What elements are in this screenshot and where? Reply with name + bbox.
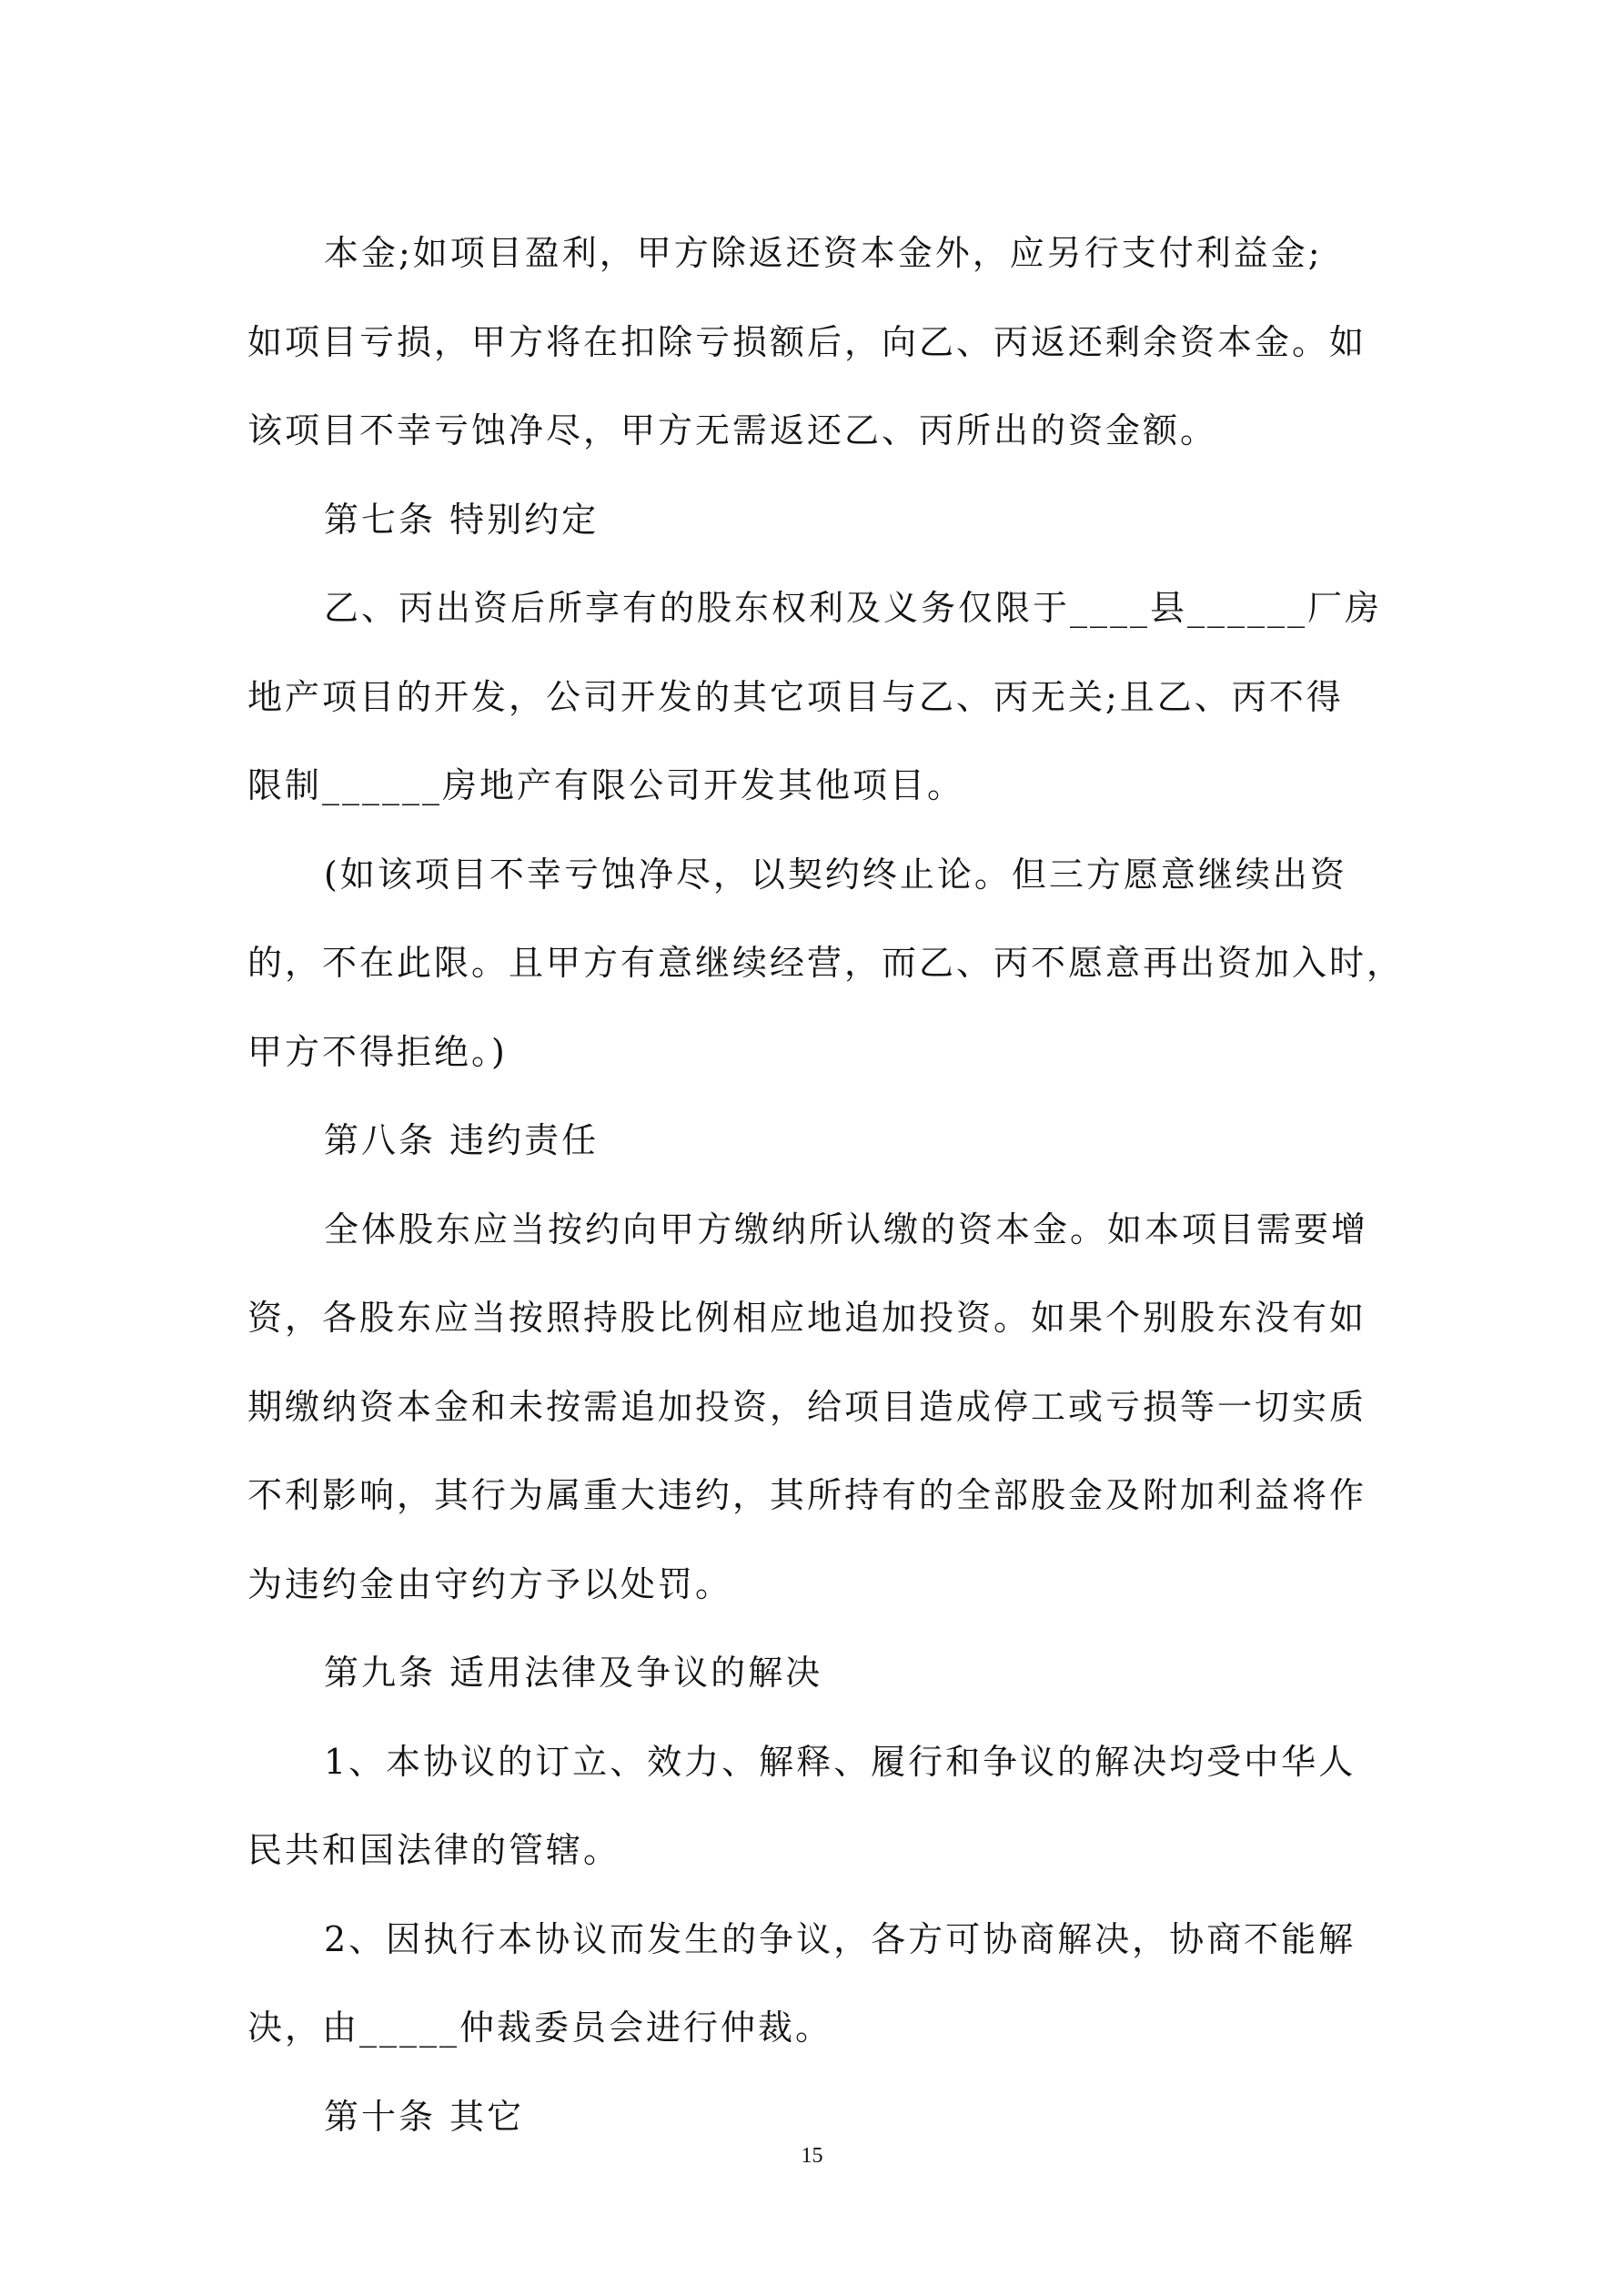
- text-line-9: 的，不在此限。且甲方有意继续经营，而乙、丙不愿意再出资加入时，: [247, 943, 1405, 983]
- text-line-5: 乙、丙出资后所享有的股东权利及义务仅限于____县______厂房: [324, 588, 1383, 628]
- page-number: 15: [801, 2144, 823, 2168]
- text-line-6: 地产项目的开发，公司开发的其它项目与乙、丙无关;且乙、丙不得: [247, 676, 1344, 717]
- text-line-21: 决，由_____仲裁委员会进行仲裁。: [247, 2008, 833, 2048]
- text-line-1: 本金;如项目盈利，甲方除返还资本金外，应另行支付利益金;: [324, 233, 1323, 273]
- article-8-heading: 第八条 违约责任: [324, 1120, 600, 1160]
- document-body: [247, 209, 1405, 2161]
- text-line-15: 不利影响，其行为属重大违约，其所持有的全部股金及附加利益将作: [247, 1475, 1367, 1515]
- text-line-18: 1、本协议的订立、效力、解释、履行和争议的解决均受中华人: [324, 1741, 1357, 1782]
- text-line-12: 全体股东应当按约向甲方缴纳所认缴的资本金。如本项目需要增: [324, 1209, 1369, 1249]
- text-line-8: (如该项目不幸亏蚀净尽，以契约终止论。但三方愿意继续出资: [324, 854, 1347, 895]
- text-line-19: 民共和国法律的管辖。: [247, 1830, 621, 1870]
- text-line-7: 限制______房地产有限公司开发其他项目。: [247, 765, 965, 805]
- text-line-10: 甲方不得拒绝。): [247, 1031, 508, 1072]
- article-7-heading: 第七条 特别约定: [324, 499, 600, 540]
- text-line-20: 2、因执行本协议而发生的争议，各方可协商解决，协商不能解: [324, 1918, 1357, 1959]
- text-line-3: 该项目不幸亏蚀净尽，甲方无需返还乙、丙所出的资金额。: [247, 410, 1218, 450]
- article-10-heading: 第十条 其它: [324, 2096, 525, 2137]
- text-line-14: 期缴纳资本金和未按需追加投资，给项目造成停工或亏损等一切实质: [247, 1386, 1367, 1427]
- text-line-16: 为违约金由守约方予以处罚。: [247, 1563, 733, 1604]
- text-line-2: 如项目亏损，甲方将在扣除亏损额后，向乙、丙返还剩余资本金。如: [247, 321, 1367, 362]
- article-9-heading: 第九条 适用法律及争议的解决: [324, 1653, 823, 1693]
- text-line-13: 资，各股东应当按照持股比例相应地追加投资。如果个别股东没有如: [247, 1298, 1367, 1338]
